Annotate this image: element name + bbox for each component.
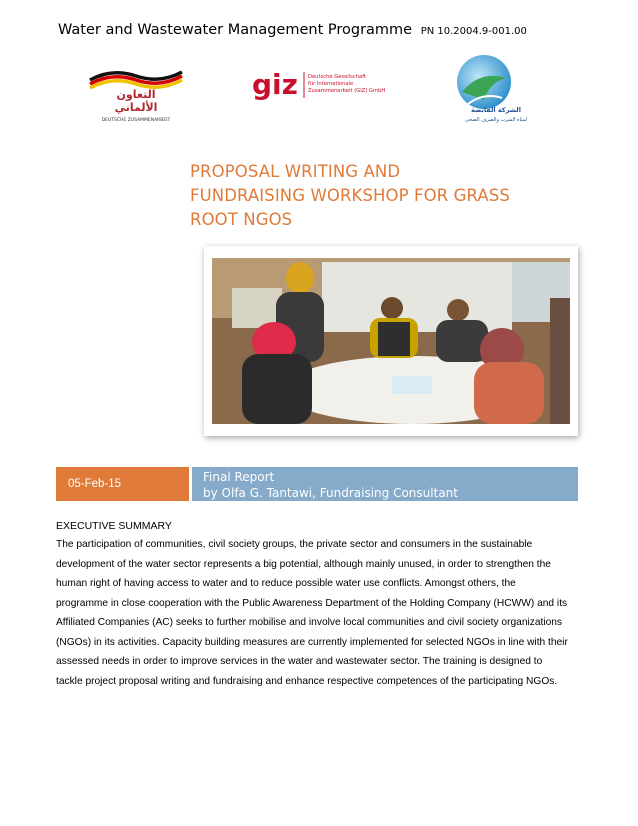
giz-line-1: Deutsche Gesellschaft: [308, 74, 366, 80]
hcww-arabic-2: لمياه الشرب والصرف الصحي: [465, 117, 527, 123]
report-type: Final Report: [203, 470, 275, 484]
hcww-arabic-1: الشركة القابضة: [471, 106, 521, 114]
summary-line: development of the water sector represents a big potential, although mainly unused, in order to strengthen the: [56, 558, 551, 570]
executive-summary-body: [56, 535, 586, 691]
german-cooperation-logo: [88, 62, 184, 124]
title-line-2: FUNDRAISING WORKSHOP FOR GRASS: [190, 186, 510, 205]
summary-line: human right of having access to water and to reduce possible water use conflicts. Amongst others, the: [56, 578, 516, 589]
title-line-1: PROPOSAL WRITING AND: [190, 162, 401, 181]
hcww-logo: [434, 52, 534, 124]
executive-summary-heading: EXECUTIVE SUMMARY: [56, 520, 172, 532]
giz-line-2: für Internationale: [308, 81, 354, 87]
german-cooperation-arabic-1: التعاون: [116, 88, 156, 101]
programme-name: Water and Wastewater Management Programme: [58, 22, 413, 38]
date-box: [56, 467, 189, 501]
giz-logo: [252, 66, 402, 106]
summary-line: programme in close cooperation with the Public Awareness Department of the Holding Company (HCWW) and its: [56, 597, 568, 609]
summary-line: Affiliated Companies (AC) seeks to further mobilise and involve local communities and civil society organizations: [56, 617, 563, 628]
report-date: 05-Feb-15: [68, 478, 122, 490]
programme-code: PN 10.2004.9-001.00: [420, 26, 527, 37]
summary-line: The participation of communities, civil society groups, the private sector and consumers in the sustainable: [56, 539, 533, 550]
summary-line: (NGOs) in its activities. Capacity building measures are currently implemented for selected NGOs in line with their: [56, 636, 568, 648]
document-title: [190, 160, 590, 232]
summary-line: assessed needs in order to improve services in the water and wastewater sector. The training is designed to: [56, 656, 543, 667]
summary-line: tackle project proposal writing and fundraising and enhance respective competences of the participating NGOs.: [56, 675, 558, 687]
title-line-3: ROOT NGOS: [190, 210, 293, 229]
report-info-box: [192, 467, 578, 501]
giz-mark: giz: [252, 68, 298, 101]
giz-line-3: Zusammenarbeit (GIZ) GmbH: [308, 88, 386, 94]
german-cooperation-caption: DEUTSCHE ZUSAMMENARBEIT: [101, 118, 171, 123]
report-author: by Olfa G. Tantawi, Fundraising Consultant: [203, 486, 458, 500]
german-cooperation-arabic-2: الألماني: [114, 101, 158, 114]
workshop-photo: [204, 246, 578, 436]
programme-header: [58, 22, 527, 38]
